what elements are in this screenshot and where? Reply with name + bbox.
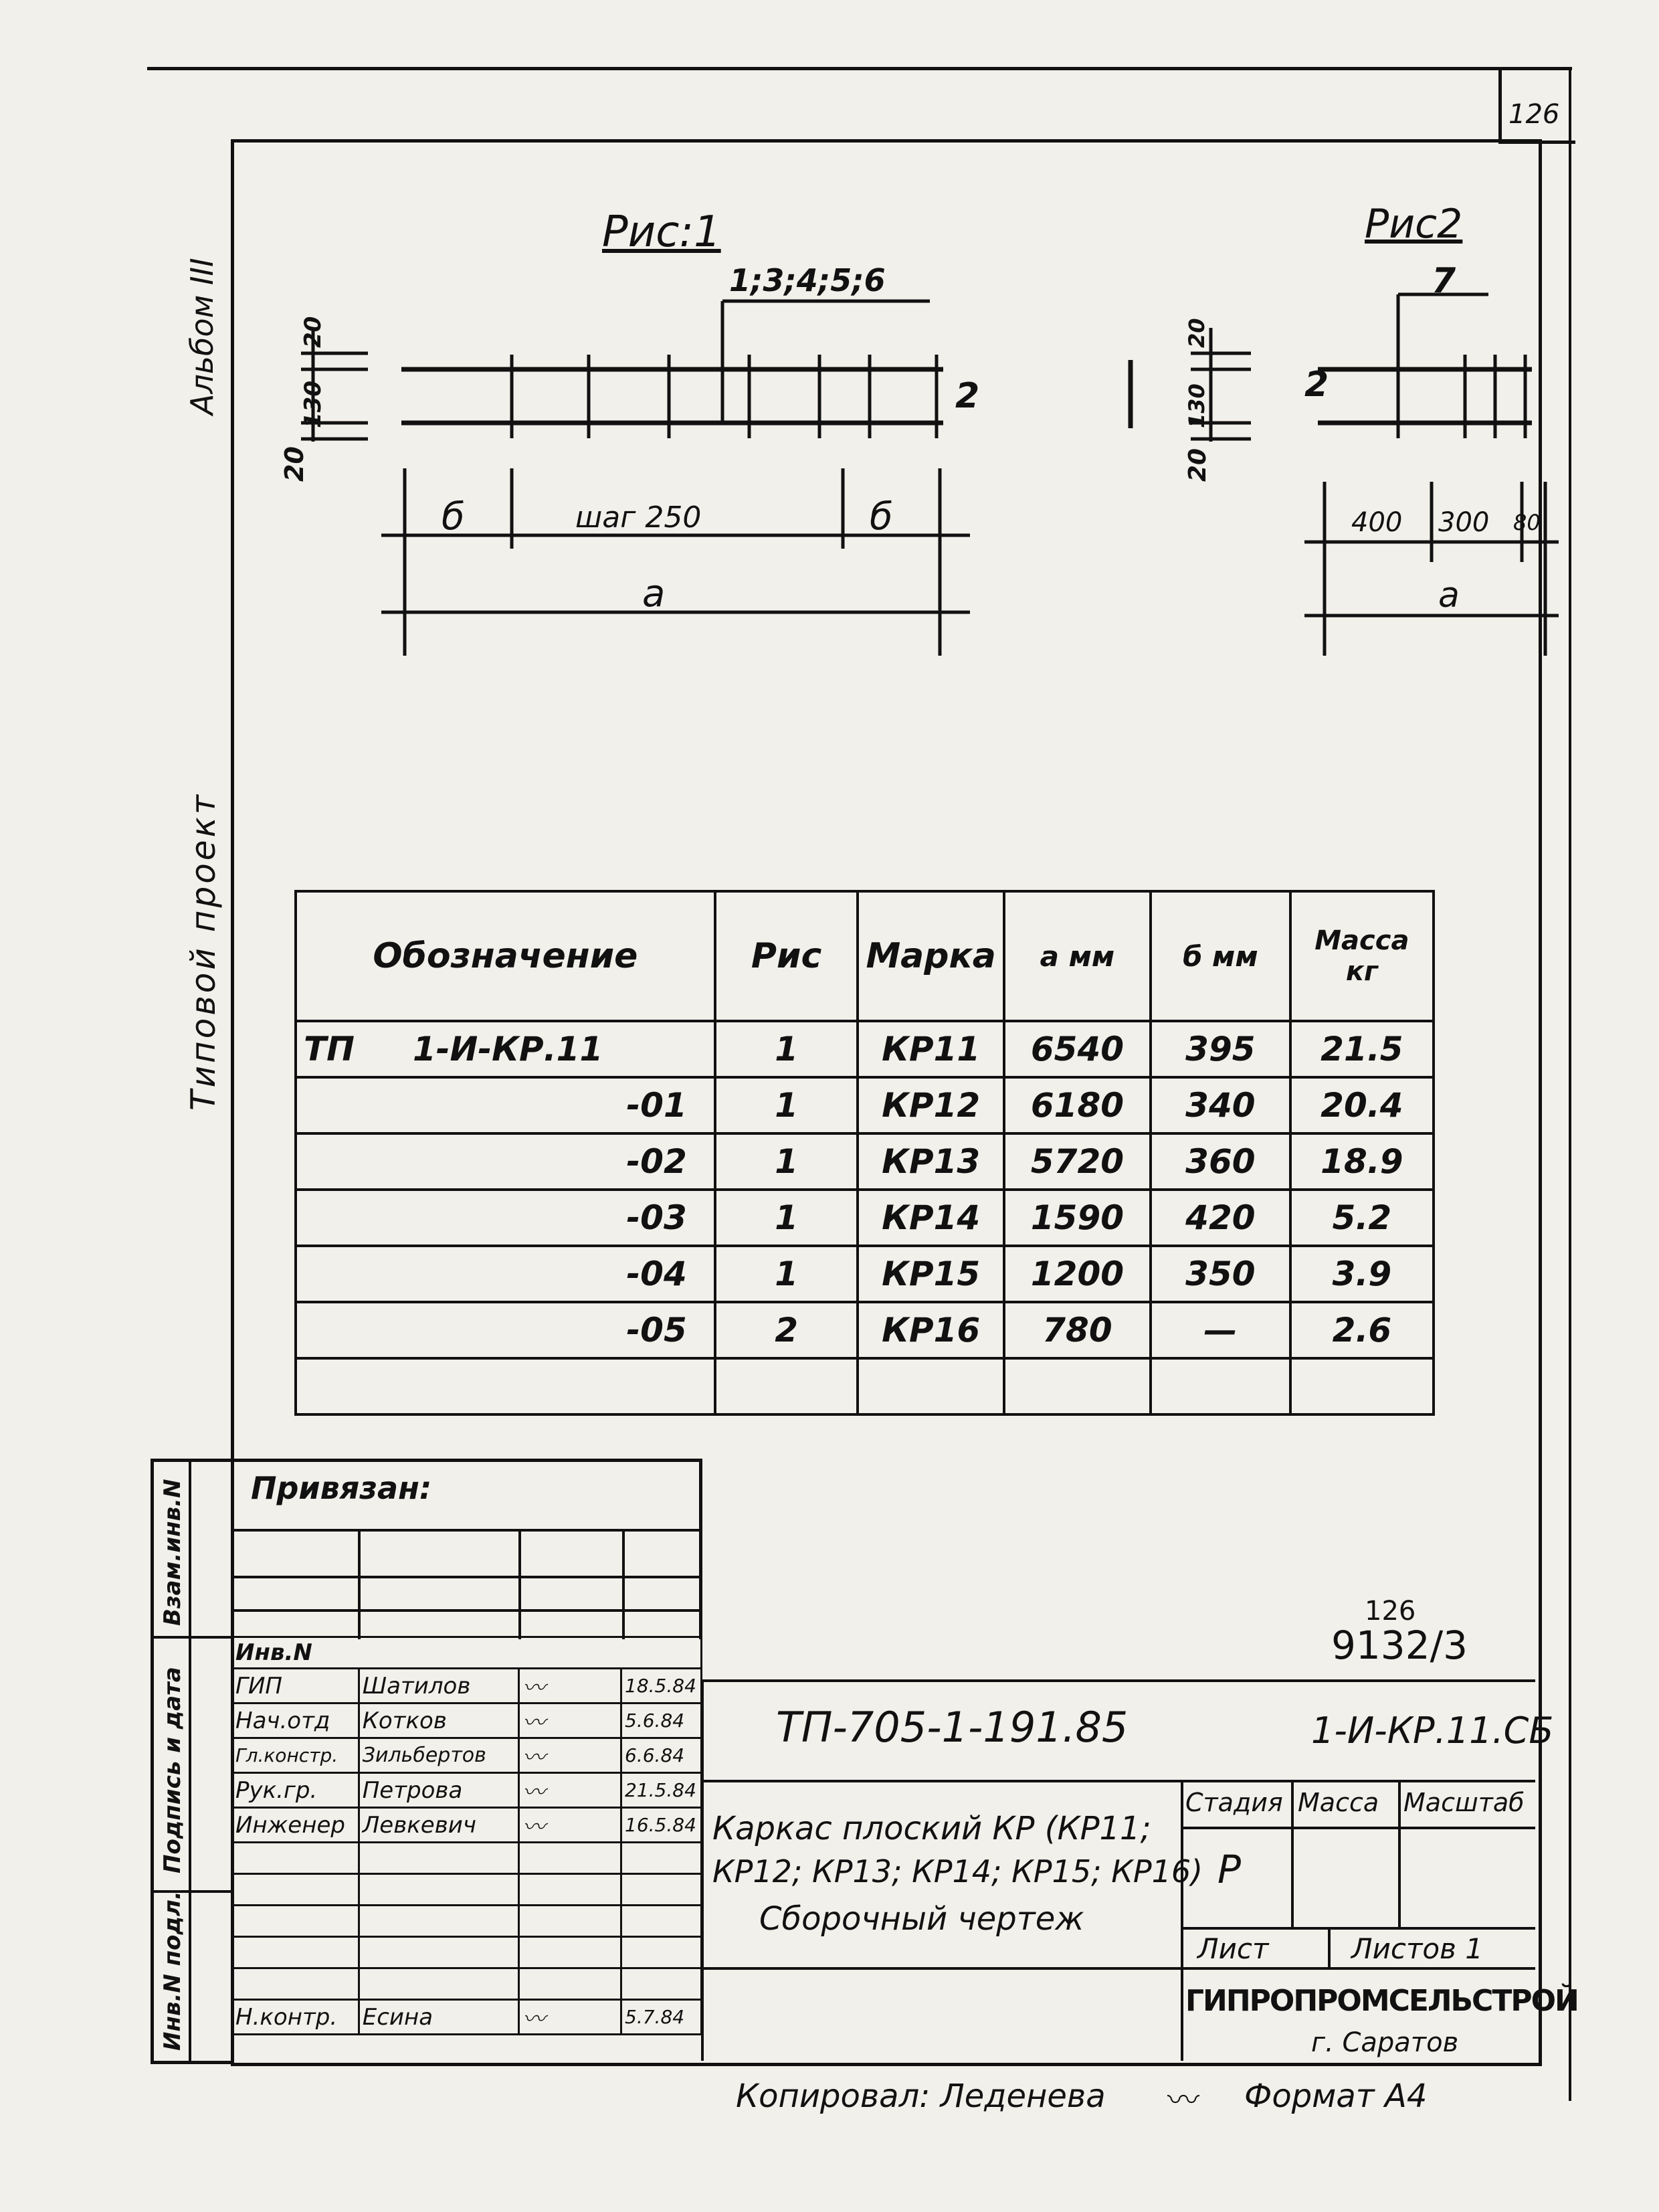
specification-table [294,890,1435,1416]
document-title-line2: КР12; КР13; КР14; КР15; КР16) [712,1853,1203,1890]
row-designation: -05 [296,1302,715,1358]
inventory-label: Инв.N [232,1637,702,1669]
row-figure: 1 [715,1190,858,1246]
figure-1-drawing [268,201,1003,669]
document-mark: 1-И-КР.11.СБ [1311,1710,1554,1752]
copier-signature-mark: 〰 [1167,2082,1200,2119]
signature-name: Котков [359,1703,518,1738]
signature-date: 6.6.84 [621,1738,702,1773]
row-prefix: ТП [304,1030,355,1069]
signature-row [232,1669,702,1703]
signature-date: 16.5.84 [621,1808,702,1843]
signature-date: 5.6.84 [621,1703,702,1738]
norm-control-row [232,2000,702,2035]
signature-role: Нач.отд [232,1703,359,1738]
row-figure: 2 [715,1302,858,1358]
table-row [296,1021,1434,1077]
signature-name: Левкевич [359,1808,518,1843]
top-border-line [147,67,1572,70]
strip-inner-line [189,1459,191,2061]
project-label: Типовой проект [184,792,223,1111]
norm-control-role: Н.контр. [232,2000,359,2035]
row-figure: 1 [715,1077,858,1133]
page-number-box [1498,67,1575,144]
row-b: 350 [1151,1246,1290,1302]
signature-row [232,1808,702,1843]
table-row [296,1302,1434,1358]
sheet-ref-top: 126 [1365,1596,1416,1627]
organization-city: г. Саратов [1311,2027,1459,2058]
page-number: 126 [1508,99,1560,130]
row-designation: -02 [296,1133,715,1190]
stamp-mass-label: Масса [1298,1788,1379,1817]
fig1-dim-b-left: б [442,495,465,539]
row-a: 6540 [1004,1021,1151,1077]
figure-2-drawing [1104,201,1559,669]
row-mark: КР16 [858,1302,1003,1358]
stamp-scale-label: Масштаб [1403,1788,1525,1817]
row-figure: 1 [715,1246,858,1302]
fig2-leader-position: 7 [1432,261,1456,301]
norm-control-date: 5.7.84 [621,2000,702,2035]
table-header-row [296,891,1434,1021]
fig2-dim-80: 80 [1513,510,1541,535]
signature-mark: 〰 [518,1738,621,1773]
stamp-sheet-label: Лист [1197,1932,1269,1965]
title-block-low-line [702,1967,1535,1970]
organization-name: ГИПРОПРОМСЕЛЬСТРОЙ [1185,1984,1578,2018]
document-title-line1: Каркас плоский КР (КР11; [712,1810,1151,1847]
table-row [296,1358,1434,1414]
signature-mark: 〰 [518,2000,621,2035]
row-mass: 3.9 [1290,1246,1434,1302]
fig2-dim-bottom: 20 [1184,448,1211,482]
row-a: 1200 [1004,1246,1151,1302]
signature-name: Зильбертов [359,1738,518,1773]
fig2-dim-top: 20 [1184,318,1209,348]
fig1-dim-bottom: 20 [280,446,309,482]
signature-row [232,1738,702,1773]
row-mark: КР11 [858,1021,1003,1077]
fig1-dim-middle: 130 [300,381,326,428]
strip-original-inv: Инв.N подл. [159,1891,186,2051]
title-block-left-line [701,1679,704,2061]
signature-date: 21.5.84 [621,1773,702,1808]
col-designation: Обозначение [296,891,715,1021]
signature-name: Петрова [359,1773,518,1808]
table-row [296,1246,1434,1302]
document-title-line3: Сборочный чертеж [759,1900,1084,1938]
title-block-top-line [702,1679,1535,1682]
row-mark: КР15 [858,1246,1003,1302]
row-mark: КР12 [858,1077,1003,1133]
signature-mark: 〰 [518,1669,621,1703]
row-designation: 1-И-КР.11 [413,1030,603,1069]
binding-title: Привязан: [251,1470,432,1506]
signature-role: Рук.гр. [232,1773,359,1808]
fig2-position-2: 2 [1304,365,1329,405]
col-figure: Рис [715,891,858,1021]
signature-mark: 〰 [518,1808,621,1843]
signature-role: Гл.констр. [232,1738,359,1773]
stamp-sheets-count: Листов 1 [1351,1932,1483,1965]
fig1-dim-step: шаг 250 [575,500,702,535]
fig2-dim-300: 300 [1438,507,1490,538]
row-a: 5720 [1004,1133,1151,1190]
col-b: б мм [1151,891,1290,1021]
copied-by: Копировал: Леденева [736,2078,1106,2115]
title-block-split-line [1181,1780,1183,2061]
document-code: ТП-705-1-191.85 [776,1703,1129,1752]
row-b: 340 [1151,1077,1290,1133]
strip-signature-date: Подпись и дата [159,1667,186,1873]
album-label: Альбом III [184,258,220,415]
stamp-stage-value: Р [1217,1847,1241,1892]
fig2-dim-middle: 130 [1184,383,1209,428]
row-b: — [1151,1302,1290,1358]
fig1-dim-a: а [642,572,666,616]
row-b: 360 [1151,1133,1290,1190]
signature-row [232,1773,702,1808]
row-a: 1590 [1004,1190,1151,1246]
table-row [296,1077,1434,1133]
stamp-stage-label: Стадия [1185,1788,1283,1817]
row-mark: КР14 [858,1190,1003,1246]
row-a: 780 [1004,1302,1151,1358]
signatures-table [231,1636,702,2035]
fig1-position-2: 2 [955,376,980,416]
table-row [296,1190,1434,1246]
signature-date: 18.5.84 [621,1669,702,1703]
col-a: а мм [1004,891,1151,1021]
fig1-dim-b-right: б [870,495,893,539]
binding-block [231,1459,702,1639]
signature-role: Инженер [232,1808,359,1843]
row-mass: 21.5 [1290,1021,1434,1077]
title-block-mid-line [702,1780,1535,1782]
row-mass: 5.2 [1290,1190,1434,1246]
fig2-dim-a: а [1438,575,1460,616]
col-mark: Марка [858,891,1003,1021]
signature-row [232,1703,702,1738]
fig1-title: Рис:1 [602,207,721,257]
fig2-dim-400: 400 [1351,507,1403,538]
signature-name: Шатилов [359,1669,518,1703]
row-mass: 18.9 [1290,1133,1434,1190]
signature-mark: 〰 [518,1773,621,1808]
fig2-title: Рис2 [1365,201,1463,248]
table-row [296,1133,1434,1190]
paper-format: Формат А4 [1244,2078,1428,2115]
signature-role: ГИП [232,1669,359,1703]
row-figure: 1 [715,1133,858,1190]
row-b: 420 [1151,1190,1290,1246]
right-outer-line [1569,67,1571,2101]
row-designation: -01 [296,1077,715,1133]
row-figure: 1 [715,1021,858,1077]
row-a: 6180 [1004,1077,1151,1133]
strip-replacement-inv: Взам.инв.N [159,1479,186,1626]
row-mark: КР13 [858,1133,1003,1190]
row-designation: -04 [296,1246,715,1302]
row-mass: 2.6 [1290,1302,1434,1358]
row-mass: 20.4 [1290,1077,1434,1133]
signature-mark: 〰 [518,1703,621,1738]
col-mass: Масса кг [1290,891,1434,1021]
row-b: 395 [1151,1021,1290,1077]
sheet-ref-bottom: 9132/3 [1331,1623,1468,1668]
fig1-leader-positions: 1;3;4;5;6 [729,262,886,298]
norm-control-name: Есина [359,2000,518,2035]
fig1-dim-top: 20 [300,316,326,348]
row-designation: -03 [296,1190,715,1246]
